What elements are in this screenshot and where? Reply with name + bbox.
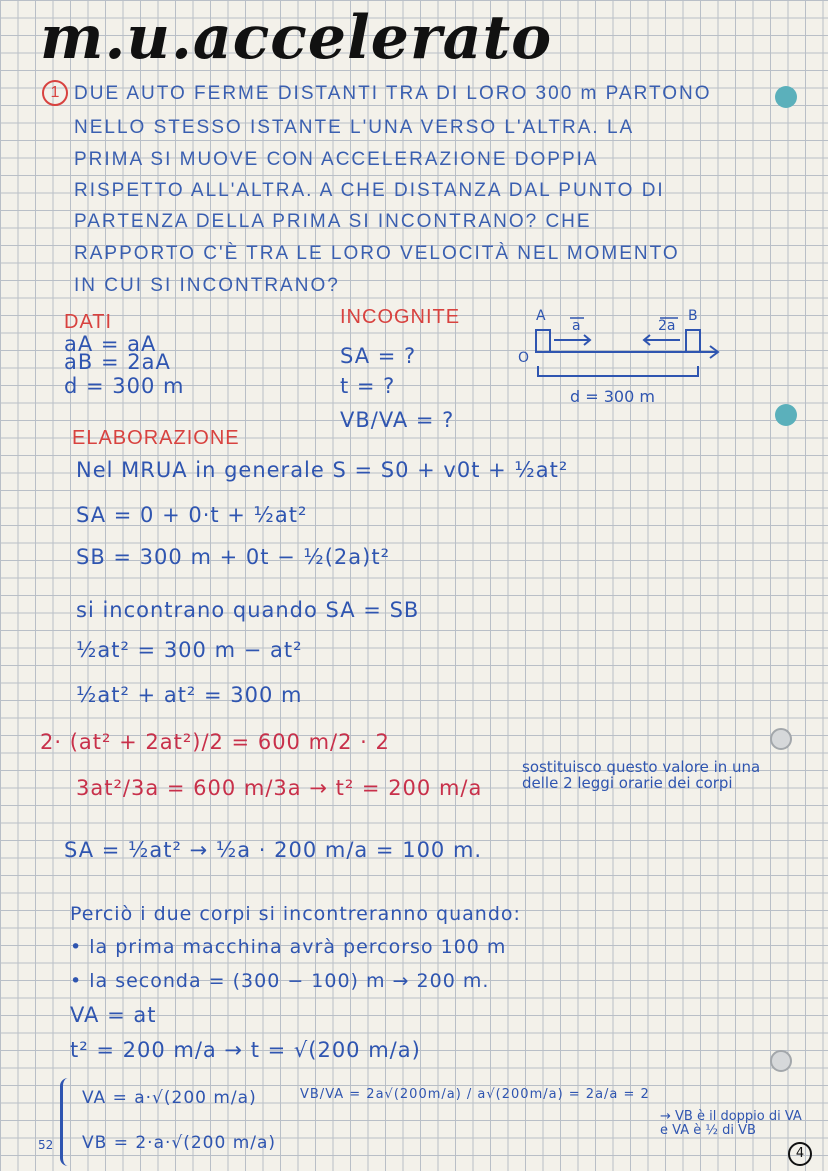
formula-line: 3at²/3a = 600 m/3a → t² = 200 m/a: [76, 776, 483, 800]
problem-line: RISPETTO ALL'ALTRA. A CHE DISTANZA DAL PUNTO DI: [74, 180, 665, 201]
formula-line: 2· (at² + 2at²)/2 = 600 m/2 · 2: [40, 730, 390, 754]
system-bracket: [60, 1078, 77, 1166]
velocity-line: VA = a·√(200 m/a): [82, 1088, 257, 1108]
incognite-heading: INCOGNITE: [340, 306, 461, 328]
problem-line: PRIMA SI MUOVE CON ACCELERAZIONE DOPPIA: [74, 149, 599, 170]
binder-hole: [775, 404, 797, 426]
ratio-line: VB/VA = 2a√(200m/a) / a√(200m/a) = 2a/a = 2: [300, 1087, 650, 1102]
conclusion-line: Perciò i due corpi si incontreranno quando:: [70, 903, 521, 925]
formula-line: SA = ½at² → ½a · 200 m/a = 100 m.: [64, 838, 483, 862]
incognite-item: t = ?: [340, 374, 396, 398]
velocity-line: VA = at: [70, 1003, 157, 1027]
distance-bracket: [538, 366, 698, 376]
page-title: m.u.accelerato: [40, 3, 553, 73]
binder-hole: [770, 728, 792, 750]
formula-line: SA = 0 + 0·t + ½at²: [76, 503, 308, 527]
formula-line: ½at² + at² = 300 m: [76, 683, 303, 707]
accel-b-label: 2a: [658, 318, 676, 334]
problem-line: DUE AUTO FERME DISTANTI TRA DI LORO 300 m PARTONO: [74, 83, 712, 104]
car-a-box: [536, 330, 550, 352]
dati-item: d = 300 m: [64, 374, 185, 398]
elaborazione-heading: ELABORAZIONE: [72, 427, 240, 449]
motion-diagram: [510, 300, 730, 410]
binder-hole: [770, 1050, 792, 1072]
car-b-label: B: [688, 308, 698, 324]
problem-line: NELLO STESSO ISTANTE L'UNA VERSO L'ALTRA. LA: [74, 117, 635, 138]
dati-item: aB = 2aA: [64, 350, 171, 374]
distance-label: d = 300 m: [570, 387, 655, 406]
car-b-box: [686, 330, 700, 352]
velocity-line: VB = 2·a·√(200 m/a): [82, 1133, 277, 1153]
formula-line: ½at² = 300 m − at²: [76, 638, 303, 662]
page-number: 4: [788, 1142, 812, 1166]
problem-line: IN CUI SI INCONTRANO?: [74, 275, 340, 296]
dati-item: aA = aA: [64, 332, 157, 356]
problem-number: 1: [42, 80, 68, 106]
binder-hole: [775, 86, 797, 108]
incognite-item: VB/VA = ?: [340, 408, 455, 432]
formula-line: SB = 300 m + 0t − ½(2a)t²: [76, 545, 391, 569]
accel-a-label: a: [572, 318, 581, 334]
velocity-line: t² = 200 m/a → t = √(200 m/a): [70, 1038, 421, 1062]
margin-mark: 52: [38, 1138, 54, 1152]
origin-label: O: [518, 350, 530, 366]
problem-line: RAPPORTO C'È TRA LE LORO VELOCITÀ NEL MOMENTO: [74, 243, 680, 264]
conclusion-line: • la prima macchina avrà percorso 100 m: [70, 936, 507, 958]
car-a-label: A: [536, 308, 546, 324]
problem-line: PARTENZA DELLA PRIMA SI INCONTRANO? CHE: [74, 211, 592, 232]
dati-heading: DATI: [64, 311, 113, 333]
ratio-conclusion: → VB è il doppio di VA e VA è ½ di VB: [660, 1109, 802, 1138]
conclusion-line: • la seconda = (300 − 100) m → 200 m.: [70, 970, 490, 992]
formula-line: si incontrano quando SA = SB: [76, 598, 420, 622]
incognite-item: SA = ?: [340, 344, 417, 368]
side-note: sostituisco questo valore in una delle 2 leggi orarie dei corpi: [522, 758, 761, 792]
formula-line: Nel MRUA in generale S = S0 + v0t + ½at²: [76, 458, 569, 482]
